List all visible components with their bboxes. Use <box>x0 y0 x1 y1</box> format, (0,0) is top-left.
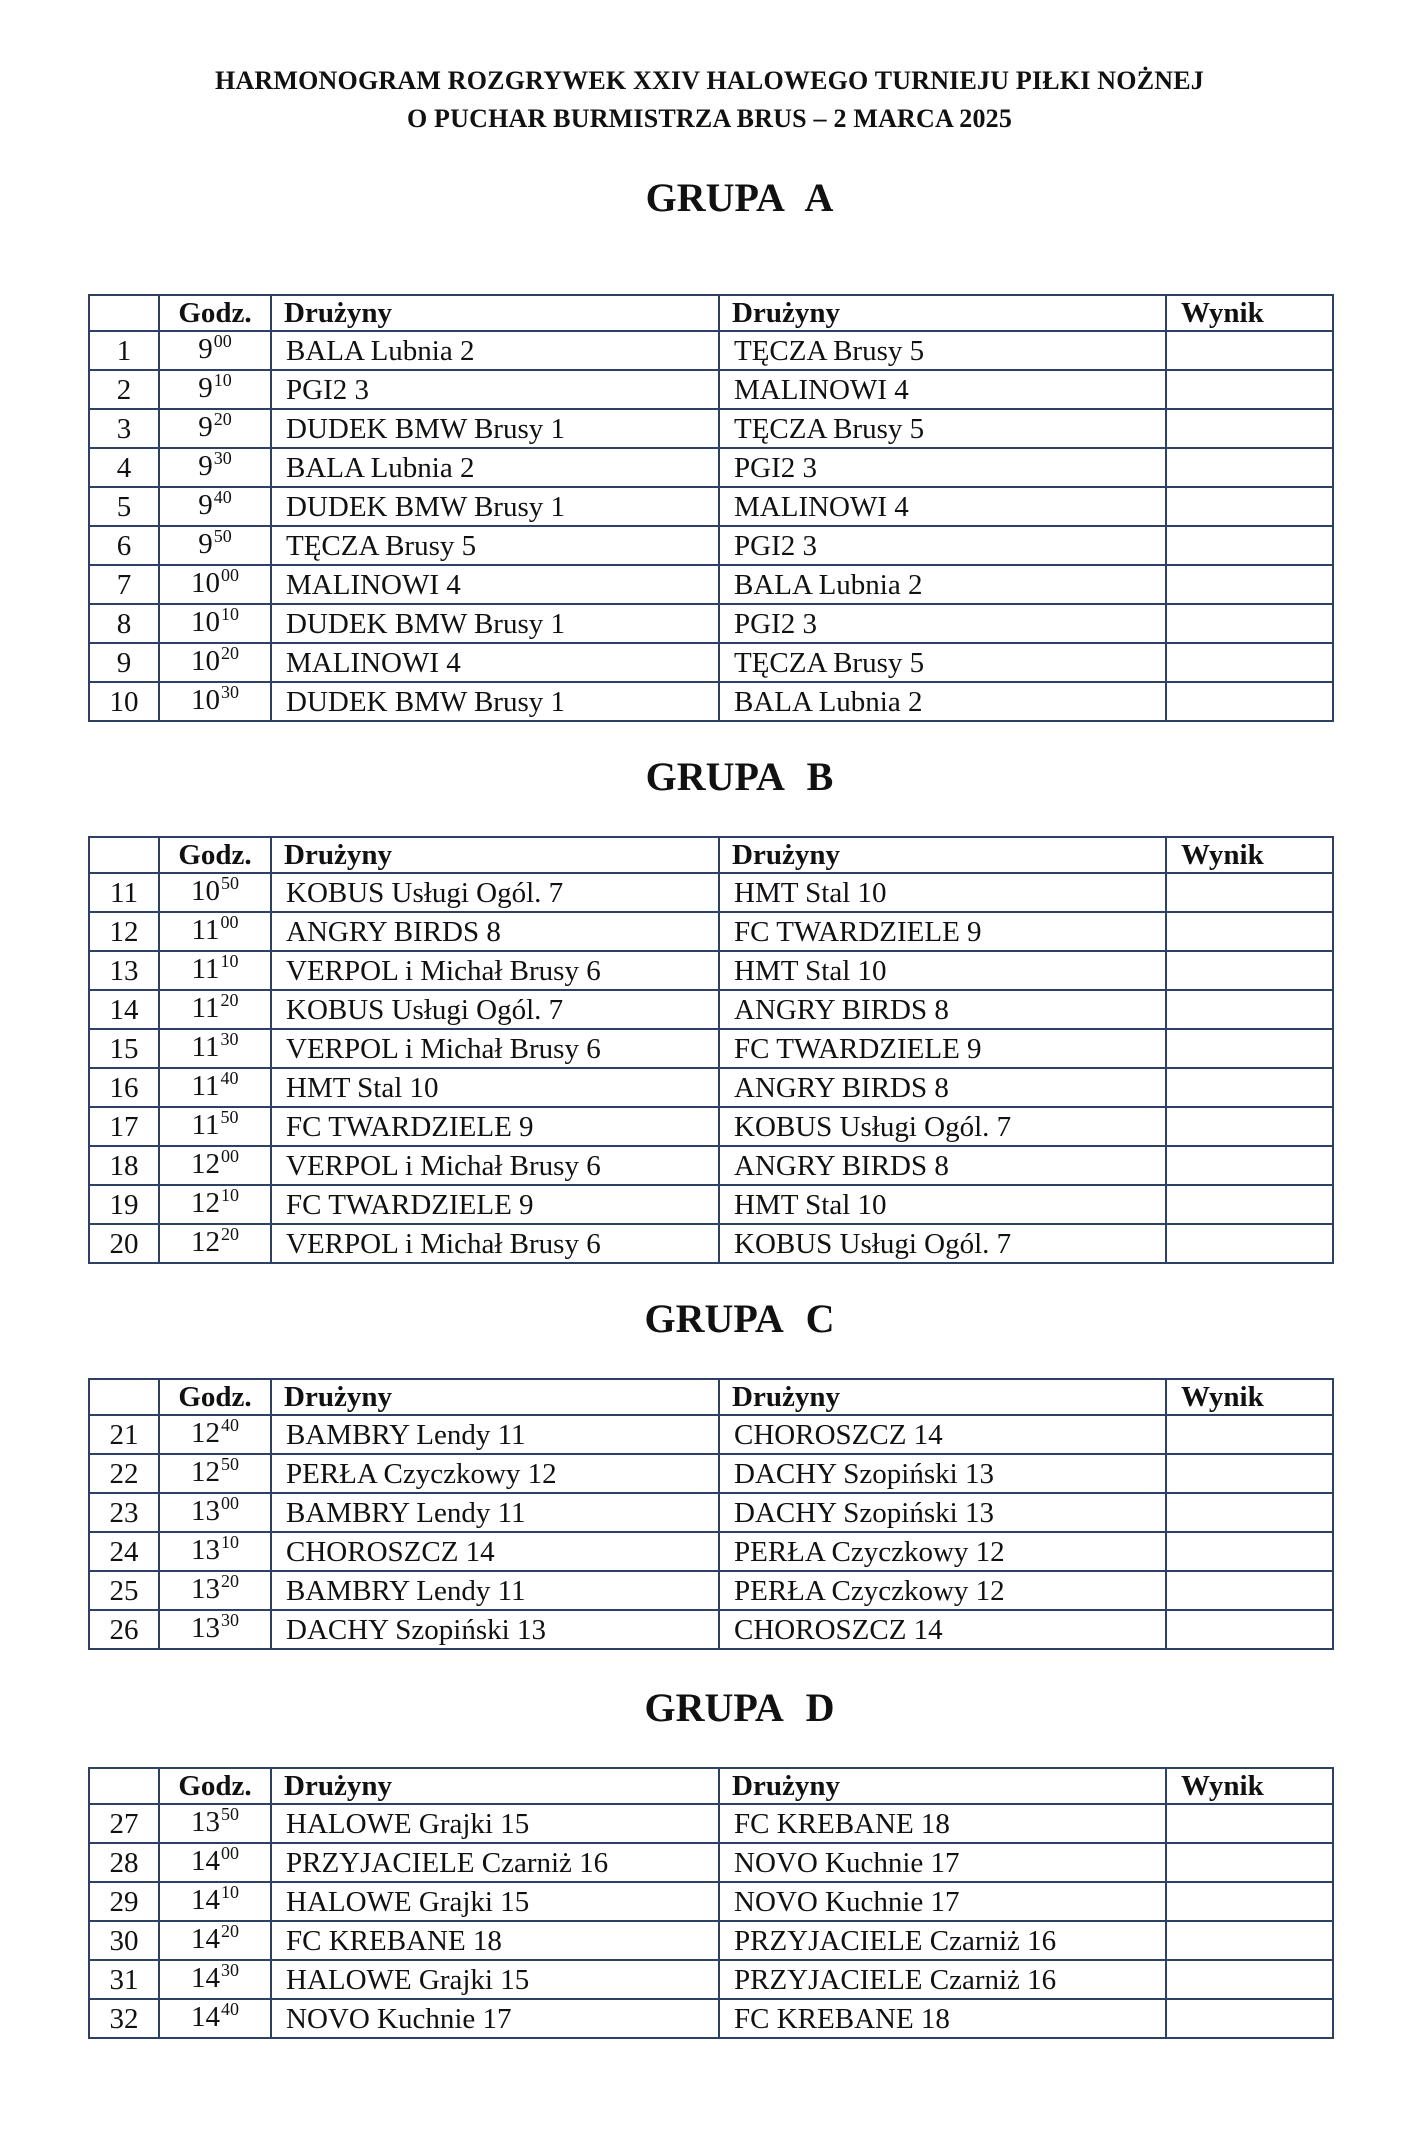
match-number: 5 <box>89 487 159 526</box>
match-row <box>89 1068 1333 1107</box>
match-row <box>89 487 1333 526</box>
group-c-table <box>88 1378 1334 1650</box>
match-result <box>1166 1532 1333 1571</box>
match-number: 2 <box>89 370 159 409</box>
team-home: HALOWE Grajki 15 <box>271 1882 719 1921</box>
match-row <box>89 370 1333 409</box>
match-time-hour: 12 <box>191 1417 220 1449</box>
match-time-minutes: 10 <box>221 604 239 624</box>
column-header-number <box>89 837 159 873</box>
match-result <box>1166 1921 1333 1960</box>
match-number: 12 <box>89 912 159 951</box>
match-time-minutes: 50 <box>221 1804 239 1824</box>
match-time <box>159 1804 271 1843</box>
team-away: KOBUS Usługi Ogól. 7 <box>719 1107 1166 1146</box>
team-home: PRZYJACIELE Czarniż 16 <box>271 1843 719 1882</box>
match-time-hour: 14 <box>191 1845 220 1877</box>
match-number: 11 <box>89 873 159 912</box>
team-home: MALINOWI 4 <box>271 643 719 682</box>
match-time <box>159 873 271 912</box>
match-number: 19 <box>89 1185 159 1224</box>
team-away: FC TWARDZIELE 9 <box>719 1029 1166 1068</box>
match-row <box>89 1571 1333 1610</box>
column-header-result: Wynik <box>1166 837 1333 873</box>
match-time <box>159 1493 271 1532</box>
match-number: 23 <box>89 1493 159 1532</box>
column-header-team-1: Drużyny <box>271 1768 719 1804</box>
document-title-line-1: HARMONOGRAM ROZGRYWEK XXIV HALOWEGO TURNIEJU PIŁKI NOŻNEJ <box>215 66 1204 95</box>
team-home: VERPOL i Michał Brusy 6 <box>271 1146 719 1185</box>
team-home: BAMBRY Lendy 11 <box>271 1415 719 1454</box>
column-header-team-2: Drużyny <box>719 837 1166 873</box>
match-result <box>1166 604 1333 643</box>
group-b-table <box>88 836 1334 1264</box>
match-result <box>1166 1610 1333 1649</box>
match-time <box>159 604 271 643</box>
match-row <box>89 1146 1333 1185</box>
match-row <box>89 873 1333 912</box>
team-away: PRZYJACIELE Czarniż 16 <box>719 1960 1166 1999</box>
match-time <box>159 1999 271 2038</box>
match-time-minutes: 30 <box>221 682 239 702</box>
match-time <box>159 1960 271 1999</box>
team-home: BALA Lubnia 2 <box>271 448 719 487</box>
match-row <box>89 1960 1333 1999</box>
match-time <box>159 682 271 721</box>
team-away: TĘCZA Brusy 5 <box>719 643 1166 682</box>
match-result <box>1166 643 1333 682</box>
match-result <box>1166 526 1333 565</box>
match-time-hour: 11 <box>191 914 220 946</box>
group-a-heading: GRUPA A <box>645 175 834 220</box>
column-header-team-2: Drużyny <box>719 295 1166 331</box>
column-header-team-1: Drużyny <box>271 295 719 331</box>
match-result <box>1166 1882 1333 1921</box>
team-home: KOBUS Usługi Ogól. 7 <box>271 873 719 912</box>
team-away: ANGRY BIRDS 8 <box>719 1146 1166 1185</box>
column-header-team-1: Drużyny <box>271 1379 719 1415</box>
group-d-heading: GRUPA D <box>644 1685 835 1730</box>
match-time-hour: 12 <box>191 1187 220 1219</box>
group-a-table <box>88 294 1334 722</box>
team-home: HALOWE Grajki 15 <box>271 1960 719 1999</box>
team-away: CHOROSZCZ 14 <box>719 1610 1166 1649</box>
team-home: FC KREBANE 18 <box>271 1921 719 1960</box>
team-home: VERPOL i Michał Brusy 6 <box>271 1029 719 1068</box>
match-time-minutes: 40 <box>221 1415 239 1435</box>
team-home: BAMBRY Lendy 11 <box>271 1571 719 1610</box>
team-home: DUDEK BMW Brusy 1 <box>271 409 719 448</box>
match-time-hour: 14 <box>191 1923 220 1955</box>
match-time <box>159 1921 271 1960</box>
team-away: TĘCZA Brusy 5 <box>719 331 1166 370</box>
match-row <box>89 1999 1333 2038</box>
match-row <box>89 331 1333 370</box>
match-number: 9 <box>89 643 159 682</box>
match-time <box>159 990 271 1029</box>
column-header-number <box>89 295 159 331</box>
match-number: 31 <box>89 1960 159 1999</box>
team-home: VERPOL i Michał Brusy 6 <box>271 951 719 990</box>
header-row <box>89 295 1333 331</box>
match-row <box>89 565 1333 604</box>
match-time-minutes: 40 <box>220 1068 239 1088</box>
team-home: HMT Stal 10 <box>271 1068 719 1107</box>
match-result <box>1166 1999 1333 2038</box>
match-result <box>1166 565 1333 604</box>
match-row <box>89 1107 1333 1146</box>
team-home: BALA Lubnia 2 <box>271 331 719 370</box>
match-time <box>159 526 271 565</box>
match-time-minutes: 00 <box>213 331 232 351</box>
match-time <box>159 448 271 487</box>
group-c-heading: GRUPA C <box>644 1296 835 1341</box>
column-header-result: Wynik <box>1166 295 1333 331</box>
match-result <box>1166 1454 1333 1493</box>
match-time-minutes: 10 <box>213 370 232 390</box>
match-number: 25 <box>89 1571 159 1610</box>
team-away: KOBUS Usługi Ogól. 7 <box>719 1224 1166 1263</box>
match-time <box>159 370 271 409</box>
match-result <box>1166 912 1333 951</box>
match-time-hour: 9 <box>198 411 213 443</box>
match-time-minutes: 30 <box>220 1029 239 1049</box>
match-result <box>1166 1804 1333 1843</box>
match-row <box>89 1454 1333 1493</box>
match-result <box>1166 682 1333 721</box>
match-row <box>89 1224 1333 1263</box>
match-time-hour: 12 <box>191 1456 220 1488</box>
match-time-minutes: 20 <box>220 990 239 1010</box>
match-number: 17 <box>89 1107 159 1146</box>
team-home: FC TWARDZIELE 9 <box>271 1107 719 1146</box>
match-time <box>159 1146 271 1185</box>
header-row <box>89 1768 1333 1804</box>
match-number: 24 <box>89 1532 159 1571</box>
team-away: TĘCZA Brusy 5 <box>719 409 1166 448</box>
match-time-hour: 13 <box>191 1806 220 1838</box>
match-number: 18 <box>89 1146 159 1185</box>
match-row <box>89 951 1333 990</box>
match-time-minutes: 50 <box>220 1107 239 1127</box>
team-home: DUDEK BMW Brusy 1 <box>271 604 719 643</box>
match-time-hour: 11 <box>191 1070 220 1102</box>
match-row <box>89 1532 1333 1571</box>
match-number: 10 <box>89 682 159 721</box>
match-time-hour: 10 <box>191 875 220 907</box>
column-header-time: Godz. <box>159 837 271 873</box>
match-number: 22 <box>89 1454 159 1493</box>
team-away: ANGRY BIRDS 8 <box>719 1068 1166 1107</box>
header-row <box>89 1379 1333 1415</box>
match-number: 32 <box>89 1999 159 2038</box>
match-time-hour: 13 <box>191 1573 220 1605</box>
team-away: PRZYJACIELE Czarniż 16 <box>719 1921 1166 1960</box>
match-row <box>89 990 1333 1029</box>
match-time-hour: 11 <box>191 1109 220 1141</box>
match-number: 27 <box>89 1804 159 1843</box>
match-result <box>1166 1960 1333 1999</box>
column-header-team-2: Drużyny <box>719 1379 1166 1415</box>
match-row <box>89 1882 1333 1921</box>
match-row <box>89 1493 1333 1532</box>
team-home: ANGRY BIRDS 8 <box>271 912 719 951</box>
match-result <box>1166 873 1333 912</box>
match-time-hour: 10 <box>191 645 220 677</box>
team-away: HMT Stal 10 <box>719 1185 1166 1224</box>
match-number: 1 <box>89 331 159 370</box>
match-row <box>89 1610 1333 1649</box>
team-home: NOVO Kuchnie 17 <box>271 1999 719 2038</box>
match-result <box>1166 1571 1333 1610</box>
match-row <box>89 1843 1333 1882</box>
match-time-hour: 12 <box>191 1226 220 1258</box>
match-time <box>159 1029 271 1068</box>
match-time <box>159 409 271 448</box>
match-number: 16 <box>89 1068 159 1107</box>
match-row <box>89 1415 1333 1454</box>
match-number: 20 <box>89 1224 159 1263</box>
team-home: PERŁA Czyczkowy 12 <box>271 1454 719 1493</box>
match-result <box>1166 370 1333 409</box>
match-time-hour: 10 <box>191 684 220 716</box>
team-away: FC TWARDZIELE 9 <box>719 912 1166 951</box>
team-away: CHOROSZCZ 14 <box>719 1415 1166 1454</box>
match-time <box>159 1415 271 1454</box>
match-time <box>159 1571 271 1610</box>
match-time-hour: 14 <box>191 1884 220 1916</box>
match-row <box>89 448 1333 487</box>
match-time-minutes: 40 <box>213 487 232 507</box>
team-home: VERPOL i Michał Brusy 6 <box>271 1224 719 1263</box>
match-row <box>89 604 1333 643</box>
match-time-hour: 13 <box>191 1534 220 1566</box>
match-result <box>1166 409 1333 448</box>
match-time-minutes: 00 <box>220 912 239 932</box>
column-header-number <box>89 1768 159 1804</box>
team-home: PGI2 3 <box>271 370 719 409</box>
team-away: MALINOWI 4 <box>719 370 1166 409</box>
match-time-minutes: 20 <box>221 1921 239 1941</box>
match-result <box>1166 1493 1333 1532</box>
match-time-minutes: 30 <box>221 1610 239 1630</box>
team-home: HALOWE Grajki 15 <box>271 1804 719 1843</box>
team-away: PERŁA Czyczkowy 12 <box>719 1571 1166 1610</box>
team-away: DACHY Szopiński 13 <box>719 1493 1166 1532</box>
column-header-team-1: Drużyny <box>271 837 719 873</box>
team-away: PERŁA Czyczkowy 12 <box>719 1532 1166 1571</box>
team-away: PGI2 3 <box>719 604 1166 643</box>
team-away: NOVO Kuchnie 17 <box>719 1843 1166 1882</box>
team-home: DUDEK BMW Brusy 1 <box>271 682 719 721</box>
match-time-minutes: 10 <box>221 1882 239 1902</box>
match-time <box>159 331 271 370</box>
match-time-hour: 11 <box>191 992 220 1024</box>
team-home: BAMBRY Lendy 11 <box>271 1493 719 1532</box>
match-row <box>89 1921 1333 1960</box>
team-away: FC KREBANE 18 <box>719 1804 1166 1843</box>
team-home: KOBUS Usługi Ogól. 7 <box>271 990 719 1029</box>
column-header-number <box>89 1379 159 1415</box>
team-away: BALA Lubnia 2 <box>719 682 1166 721</box>
match-time-hour: 9 <box>198 333 213 365</box>
group-b-heading: GRUPA B <box>645 754 834 799</box>
match-time-minutes: 20 <box>221 643 239 663</box>
match-number: 21 <box>89 1415 159 1454</box>
match-time-minutes: 20 <box>221 1224 239 1244</box>
match-time <box>159 565 271 604</box>
match-number: 13 <box>89 951 159 990</box>
match-time <box>159 1454 271 1493</box>
match-time-minutes: 50 <box>221 873 239 893</box>
match-row <box>89 682 1333 721</box>
match-time <box>159 1068 271 1107</box>
team-away: MALINOWI 4 <box>719 487 1166 526</box>
header-row <box>89 837 1333 873</box>
team-away: NOVO Kuchnie 17 <box>719 1882 1166 1921</box>
match-time <box>159 643 271 682</box>
match-time-minutes: 00 <box>221 1493 239 1513</box>
team-home: DUDEK BMW Brusy 1 <box>271 487 719 526</box>
team-away: PGI2 3 <box>719 526 1166 565</box>
match-number: 14 <box>89 990 159 1029</box>
match-result <box>1166 448 1333 487</box>
match-result <box>1166 1415 1333 1454</box>
match-result <box>1166 1107 1333 1146</box>
match-row <box>89 1029 1333 1068</box>
match-number: 26 <box>89 1610 159 1649</box>
match-time-minutes: 20 <box>213 409 232 429</box>
team-away: HMT Stal 10 <box>719 873 1166 912</box>
match-row <box>89 912 1333 951</box>
match-time <box>159 1532 271 1571</box>
match-time-hour: 9 <box>198 528 213 560</box>
match-number: 6 <box>89 526 159 565</box>
match-result <box>1166 331 1333 370</box>
match-number: 30 <box>89 1921 159 1960</box>
match-result <box>1166 1029 1333 1068</box>
match-number: 8 <box>89 604 159 643</box>
team-away: FC KREBANE 18 <box>719 1999 1166 2038</box>
match-row <box>89 643 1333 682</box>
column-header-result: Wynik <box>1166 1768 1333 1804</box>
match-time-hour: 9 <box>198 450 213 482</box>
team-away: ANGRY BIRDS 8 <box>719 990 1166 1029</box>
match-time-minutes: 20 <box>221 1571 239 1591</box>
match-row <box>89 1804 1333 1843</box>
column-header-time: Godz. <box>159 1379 271 1415</box>
match-time-hour: 11 <box>191 953 220 985</box>
match-time-minutes: 50 <box>213 526 232 546</box>
team-home: TĘCZA Brusy 5 <box>271 526 719 565</box>
match-time-hour: 12 <box>191 1148 220 1180</box>
match-time-hour: 14 <box>191 1962 220 1994</box>
match-time <box>159 1610 271 1649</box>
team-home: FC TWARDZIELE 9 <box>271 1185 719 1224</box>
match-time-minutes: 00 <box>221 565 239 585</box>
match-time <box>159 487 271 526</box>
match-time-hour: 13 <box>191 1612 220 1644</box>
team-away: PGI2 3 <box>719 448 1166 487</box>
match-time <box>159 1843 271 1882</box>
match-time-minutes: 00 <box>221 1146 239 1166</box>
match-time-hour: 10 <box>191 567 220 599</box>
match-time-hour: 9 <box>198 372 213 404</box>
match-number: 28 <box>89 1843 159 1882</box>
match-time-minutes: 30 <box>221 1960 239 1980</box>
column-header-result: Wynik <box>1166 1379 1333 1415</box>
match-time <box>159 1107 271 1146</box>
document-title-line-2: O PUCHAR BURMISTRZA BRUS – 2 MARCA 2025 <box>406 104 1013 133</box>
match-time-hour: 13 <box>191 1495 220 1527</box>
match-time-minutes: 30 <box>213 448 232 468</box>
match-time-minutes: 50 <box>221 1454 239 1474</box>
match-time-minutes: 10 <box>221 1185 239 1205</box>
team-away: BALA Lubnia 2 <box>719 565 1166 604</box>
match-time <box>159 1185 271 1224</box>
match-time-hour: 11 <box>191 1031 220 1063</box>
match-result <box>1166 487 1333 526</box>
match-number: 15 <box>89 1029 159 1068</box>
match-time-minutes: 00 <box>221 1843 239 1863</box>
team-home: MALINOWI 4 <box>271 565 719 604</box>
group-d-table <box>88 1767 1334 2039</box>
team-home: CHOROSZCZ 14 <box>271 1532 719 1571</box>
match-time <box>159 1882 271 1921</box>
match-row <box>89 526 1333 565</box>
match-time-hour: 10 <box>191 606 220 638</box>
match-time <box>159 1224 271 1263</box>
team-home: DACHY Szopiński 13 <box>271 1610 719 1649</box>
match-result <box>1166 1146 1333 1185</box>
match-time <box>159 912 271 951</box>
match-number: 29 <box>89 1882 159 1921</box>
match-number: 3 <box>89 409 159 448</box>
column-header-team-2: Drużyny <box>719 1768 1166 1804</box>
team-away: HMT Stal 10 <box>719 951 1166 990</box>
match-result <box>1166 990 1333 1029</box>
match-row <box>89 409 1333 448</box>
match-time-minutes: 10 <box>221 1532 239 1552</box>
match-result <box>1166 951 1333 990</box>
match-time <box>159 951 271 990</box>
match-row <box>89 1185 1333 1224</box>
match-time-hour: 14 <box>191 2001 220 2033</box>
match-time-minutes: 10 <box>220 951 239 971</box>
column-header-time: Godz. <box>159 1768 271 1804</box>
match-result <box>1166 1185 1333 1224</box>
team-away: DACHY Szopiński 13 <box>719 1454 1166 1493</box>
match-number: 4 <box>89 448 159 487</box>
match-result <box>1166 1843 1333 1882</box>
match-time-hour: 9 <box>198 489 213 521</box>
match-result <box>1166 1068 1333 1107</box>
column-header-time: Godz. <box>159 295 271 331</box>
match-number: 7 <box>89 565 159 604</box>
match-time-minutes: 40 <box>221 1999 239 2019</box>
match-result <box>1166 1224 1333 1263</box>
